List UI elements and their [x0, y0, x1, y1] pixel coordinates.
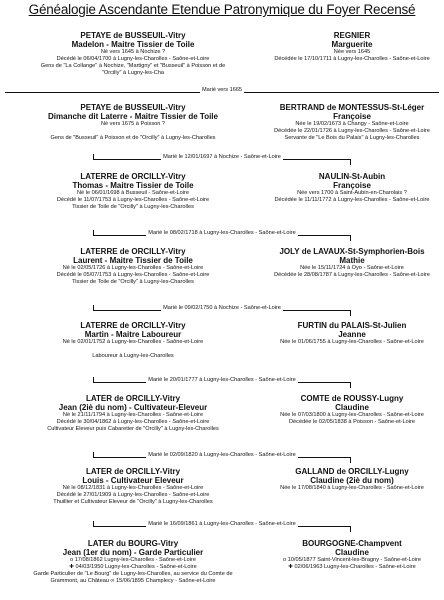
- marriage-label: [0, 87, 444, 93]
- person-surname: LATER de ORCILLY-Vitry: [85, 467, 181, 476]
- person-firstname: Marguerite: [331, 40, 373, 49]
- person-firstname: Laurent - Maitre Tissier de Toile: [73, 256, 193, 265]
- person-firstname: Claudine: [335, 548, 369, 557]
- person-detail-line: Cultivateur Eleveur puis Cabaretier de "Orcilly" à Lugny-les-Charolles: [47, 426, 219, 432]
- person-detail-line: o 17/08/1862 Lugny-les-Charolles - Saône-et-Loire: [70, 557, 196, 563]
- person-detail-line: Né le 08/12/1831 à Lugny-les-Charolles - Saône-et-Loire: [62, 485, 204, 491]
- person-detail-line: Décédée le 11/11/1772 à Lugny-les-Charolles - Saône-et-Loire: [274, 197, 430, 203]
- marriage-text: Marié vers 1665: [201, 87, 243, 93]
- right-person: [262, 467, 442, 492]
- marriage-label: [0, 521, 444, 527]
- marriage-text: Marié le 20/01/1777 à Lugny-les-Charolles - Saône-et-Loire: [148, 377, 296, 383]
- marriage-text: Marié le 08/02/1718 à Lugny-les-Charolles - Saône-et-Loire: [148, 230, 296, 236]
- left-person: [2, 172, 264, 211]
- marriage-connector: [0, 521, 444, 531]
- person-detail-line: Tissier de Toile de "Orcilly" à Lugny-les-Charolles: [72, 204, 194, 210]
- left-person: [2, 467, 264, 506]
- person-firstname: Claudine: [335, 403, 369, 412]
- marriage-label: [0, 230, 444, 236]
- person-detail-line: Née le 19/02/1673 à Changy - Saône-et-Loire: [295, 121, 409, 127]
- person-detail-line: Née le 15/11/1724 à Oyo - Saône-et-Loire: [300, 265, 404, 271]
- person-firstname: Louis - Cultivateur Eleveur: [82, 476, 184, 485]
- person-surname: PETAYE de BUSSEUIL-Vitry: [80, 31, 186, 40]
- marriage-connector: [0, 154, 444, 164]
- marriage-connector: [0, 305, 444, 315]
- person-firstname: Claudine (2iè du nom): [310, 476, 394, 485]
- person-detail-line: ✚ 02/06/1963 Lugny-les-Charolles - Saône-et-Loire: [288, 564, 416, 570]
- person-detail-line: Grammont, au Château ∞ 15/06/1895 Champlecy - Saône-et-Loire: [50, 578, 216, 584]
- marriage-label: [0, 377, 444, 383]
- person-detail-line: Né vers 1675 à Poisson ?: [100, 121, 166, 127]
- right-person: [262, 247, 442, 279]
- person-surname: LATERRE de ORCILLY-Vitry: [80, 247, 186, 256]
- person-detail-line: Née vers 1700 à Saint-Aubin-en-Charolais ?: [297, 190, 407, 196]
- person-detail-line: Décédé le 06/04/1700 à Lugny-les-Charolles - Saône-et-Loire: [56, 56, 210, 62]
- person-detail-line: Décédé le 05/07/1753 à Lugny-les-Charolles - Saône-et-Loire: [56, 272, 210, 278]
- person-detail-line: Née le 17/08/1840 à Lugny-les-Charolles - Saône-et-Loire: [280, 485, 424, 491]
- person-detail-line: o 10/05/1877 Saint-Vincent-les-Bragny - Saône-et-Loire: [283, 557, 421, 563]
- person-detail-line: Née le 01/06/1755 à Lugny-les-Charolles - Saône-et-Loire: [280, 339, 424, 345]
- person-surname: LATERRE de ORCILLY-Vitry: [80, 172, 186, 181]
- person-detail-line: "Orcilly" à Lugny-les-Cha: [101, 70, 165, 76]
- marriage-label: [0, 452, 444, 458]
- person-detail-line: Décédé le 30/04/1862 à Lugny-les-Charolles - Saône-et-Loire: [56, 419, 210, 425]
- marriage-connector: [0, 87, 444, 97]
- person-firstname: Françoise: [333, 181, 371, 190]
- marriage-label: [0, 154, 444, 160]
- person-firstname: Jean (2iè du nom) - Cultivateur-Eleveur: [58, 403, 208, 412]
- marriage-text: Marié le 09/02/1750 à Nochize - Saône-et-Loire: [163, 305, 281, 311]
- marriage-connector: [0, 230, 444, 240]
- marriage-text: Marié le 12/01/1697 à Nochize - Saône-et-Loire: [163, 154, 281, 160]
- person-detail-line: Décédé le 27/01/1909 à Lugny-les-Charolles - Saône-et-Loire: [56, 492, 210, 498]
- left-person: [2, 31, 264, 77]
- person-firstname: Thomas - Maitre Tissier de Toile: [72, 181, 194, 190]
- person-detail-line: Garde Particulier de "Le Bourg" de Lugny-les-Charolles, au service du Comte de: [33, 571, 233, 577]
- person-detail-line: Né vers 1645 à Nochize ?: [100, 49, 166, 55]
- left-person: [2, 539, 264, 585]
- person-detail-line: Née vers 1645: [333, 49, 371, 55]
- person-detail-line: Décédée le 28/08/1787 à Lugny-les-Charolles - Saône-et-Loire: [274, 272, 430, 278]
- left-person: [2, 394, 264, 433]
- person-surname: GALLAND de ORCILLY-Lugny: [295, 467, 409, 476]
- person-surname: BOURGOGNE-Champvent: [302, 539, 402, 548]
- person-surname: PETAYE de BUSSEUIL-Vitry: [80, 103, 186, 112]
- right-person: [262, 172, 442, 204]
- person-detail-line: Née le 07/03/1800 à Lugny-les-Charolles - Saône-et-Loire: [280, 412, 424, 418]
- person-firstname: Jeanne: [338, 330, 366, 339]
- person-surname: NAULIN-St-Aubin: [318, 172, 386, 181]
- right-person: [262, 103, 442, 142]
- page-title: Généalogie Ascendante Etendue Patronymique du Foyer Recensé: [28, 2, 416, 17]
- person-firstname: Martin - Maitre Laboureur: [84, 330, 182, 339]
- person-firstname: Madelon - Maitre Tissier de Toile: [71, 40, 195, 49]
- person-detail-line: [2, 346, 264, 353]
- person-firstname: Jean (1er du nom) - Garde Particulier: [62, 548, 204, 557]
- marriage-connector: [0, 377, 444, 387]
- person-detail-line: Décédée le 22/01/1726 à Lugny-les-Charolles - Saône-et-Loire: [274, 128, 430, 134]
- person-surname: BERTRAND de MONTESSUS-St-Léger: [279, 103, 425, 112]
- person-detail-line: Décédée le 17/10/1711 à Lugny-les-Charolles - Saône-et-Loire: [274, 56, 430, 62]
- marriage-connector: [0, 452, 444, 462]
- marriage-text: Marié le 16/09/1861 à Lugny-les-Charolles - Saône-et-Loire: [148, 521, 296, 527]
- person-detail-line: Né le 06/01/1698 à Busseuil - Saône-et-Loire: [77, 190, 189, 196]
- person-detail-line: Thuillier et Cultivateur Eleveur de "Orcilly" à Lugny-les-Charolles: [53, 499, 213, 505]
- person-firstname: Mathie: [339, 256, 365, 265]
- person-detail-line: Gens de "Busseuil" à Poisson et de "Orcilly" à Lugny-les-Charolles: [50, 135, 216, 141]
- left-person: [2, 321, 264, 360]
- person-detail-line: Laboureur à Lugny-les-Charolles: [92, 353, 174, 359]
- person-surname: COMTE de ROUSSY-Lugny: [300, 394, 404, 403]
- marriage-text: Marié le 02/09/1820 à Lugny-les-Charolles - Saône-et-Loire: [148, 452, 296, 458]
- left-person: [2, 103, 264, 142]
- person-detail-line: Né le 02/01/1752 à Lugny-les-Charolles - Saône-et-Loire: [62, 339, 204, 345]
- marriage-label: [0, 305, 444, 311]
- right-person: [262, 394, 442, 426]
- person-detail-line: Décédée le 02/05/1838 à Poisson - Saône-et-Loire: [289, 419, 415, 425]
- right-person: [262, 539, 442, 571]
- person-detail-line: Servante de "Le Bois du Palais" à Lugny-les-Charolles: [284, 135, 420, 141]
- person-detail-line: ✚ 04/03/1950 Lugny-les-Charolles - Saône-et-Loire: [69, 564, 197, 570]
- person-firstname: Dimanche dit Laterre - Maitre Tissier de Toile: [48, 112, 218, 121]
- person-surname: LATERRE de ORCILLY-Vitry: [80, 321, 186, 330]
- person-detail-line: Décédé le 11/07/1753 à Lugny-les-Charolles - Saône-et-Loire: [56, 197, 210, 203]
- person-surname: LATER du BOURG-Vitry: [87, 539, 179, 548]
- person-detail-line: [2, 128, 264, 135]
- left-person: [2, 247, 264, 286]
- right-person: [262, 321, 442, 346]
- person-firstname: Françoise: [333, 112, 371, 121]
- person-surname: JOLY de LAVAUX-St-Symphorien-Bois: [279, 247, 425, 256]
- person-surname: LATER de ORCILLY-Vitry: [85, 394, 181, 403]
- person-detail-line: Tissier de Toile de "Orcilly" à Lugny-les-Charolles: [72, 279, 194, 285]
- person-surname: REGNIER: [333, 31, 371, 40]
- right-person: [262, 31, 442, 63]
- person-surname: FURTIN du PALAIS-St-Julien: [297, 321, 407, 330]
- person-detail-line: Né le 21/11/1794 à Lugny-les-Charolles - Saône-et-Loire: [62, 412, 204, 418]
- person-detail-line: Gens de "La Collange" à Nochize, "Martigny" et "Busseuil" à Poisson et de: [40, 63, 226, 69]
- person-detail-line: Né le 02/05/1726 à Lugny-les-Charolles - Saône-et-Loire: [62, 265, 204, 271]
